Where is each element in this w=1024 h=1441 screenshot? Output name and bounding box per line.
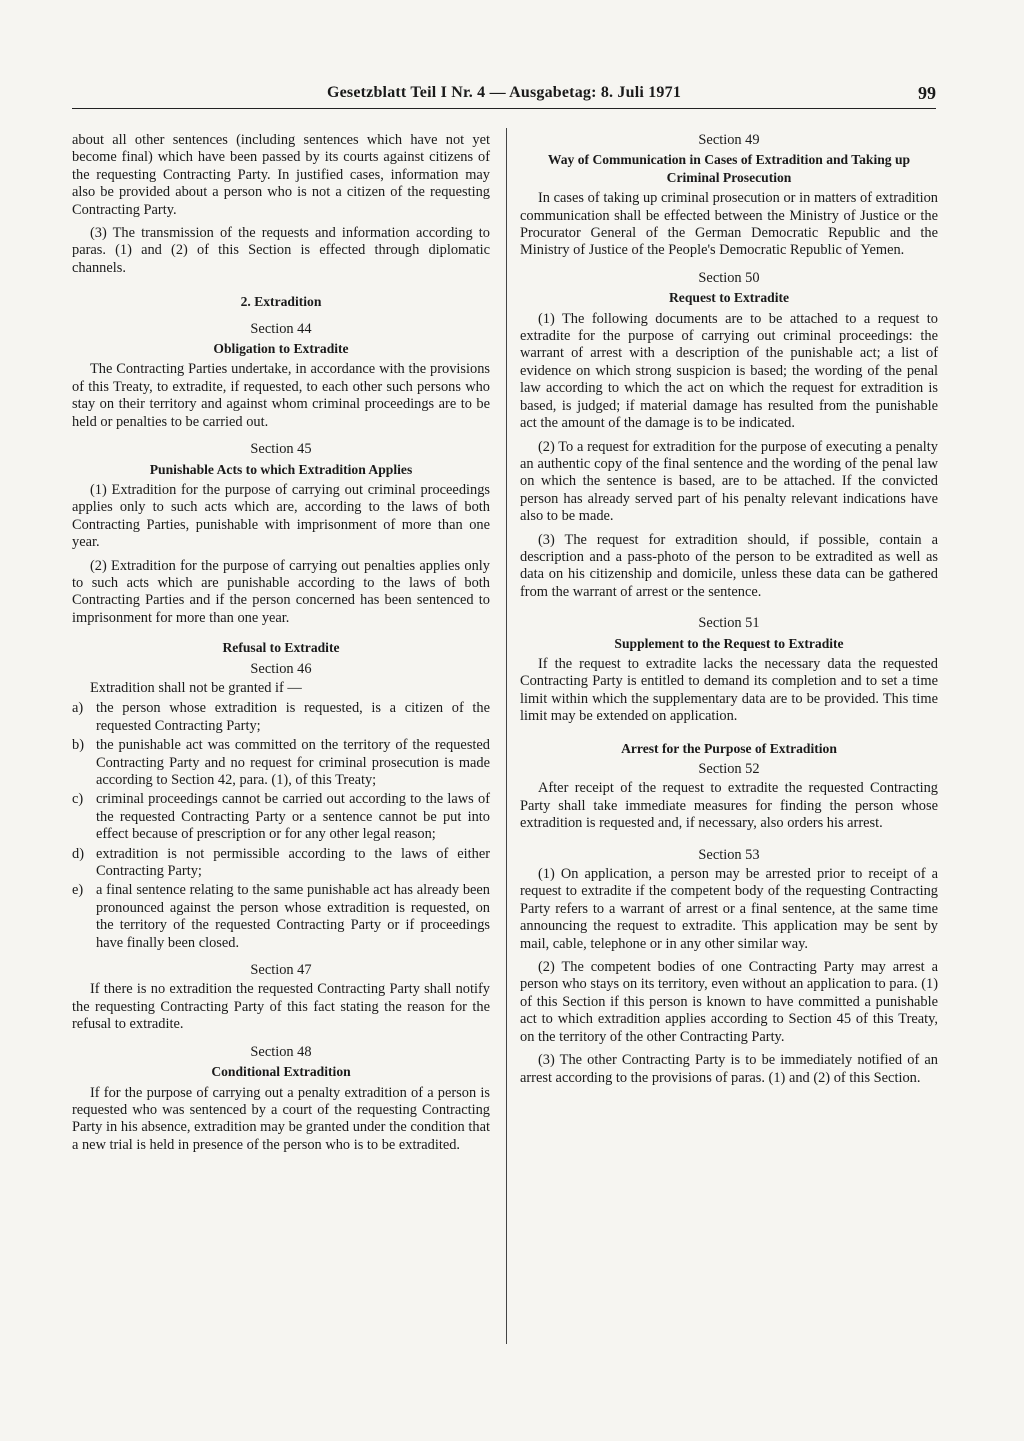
- paragraph-continuation: about all other sentences (including sentences which have not yet become final) which have been passed by its courts against citizens of the requesting Contracting Party. In justified cases, information may also be provided about a person who is not a citizen of the requesting Contracting Party.: [72, 132, 490, 218]
- column-divider: [506, 128, 507, 1344]
- list-label: a): [72, 700, 84, 717]
- section-number: Section 45: [250, 441, 312, 458]
- section-number: Section 51: [698, 615, 760, 632]
- paragraph: If there is no extradition the requested Contracting Party shall notify the requesting Contracting Party of this fact stating the reason for the refusal to extradite.: [72, 981, 490, 1033]
- right-column: [520, 132, 938, 1093]
- paragraph: (3) The other Contracting Party is to be immediately notified of an arrest according to the provisions of paras. (1) and (2) of this Section.: [520, 1052, 938, 1086]
- list-text: extradition is not permissible according to the laws of either Contracting Party;: [96, 845, 490, 880]
- list-label: e): [72, 882, 84, 899]
- section-number: Section 44: [250, 320, 312, 337]
- subheading: Arrest for the Purpose of Extradition: [621, 740, 837, 756]
- subheading: Refusal to Extradite: [222, 640, 340, 656]
- paragraph: (3) The transmission of the requests and information according to paras. (1) and (2) of this Section is effected through diplomatic channels.: [72, 225, 490, 276]
- list-item: [72, 700, 490, 735]
- section-number: Section 48: [250, 1043, 312, 1060]
- section-title: Supplement to the Request to Extradite: [614, 635, 844, 651]
- list-item: [72, 846, 490, 881]
- list-text: the person whose extradition is requested, is a citizen of the requested Contracting Party;: [96, 700, 490, 734]
- section-title: Request to Extradite: [668, 290, 790, 306]
- section-number: Section 52: [698, 761, 760, 777]
- paragraph: (2) To a request for extradition for the purpose of executing a penalty an authentic copy of the final sentence and the wording of the penal law on which the sentence is based, are to be attached. If the convicted person has already served part of his penalty relevant indications have also to be made.: [520, 438, 938, 525]
- list-text: criminal proceedings cannot be carried out according to the laws of the requested Contracting Party or a sentence cannot be put into effect because of prescription or for any other legal reason;: [96, 791, 490, 843]
- section-title: Conditional Extradition: [211, 1064, 351, 1080]
- paragraph: If for the purpose of carrying out a penalty extradition of a person is requested who was sentenced by a court of the requesting Contracting Party in his absence, extradition may be granted under the condition that a new trial is held in presence of the person who is to be extradited.: [72, 1084, 490, 1153]
- section-number: Section 49: [698, 132, 760, 148]
- section-number: Section 47: [250, 962, 312, 979]
- list-item: [72, 882, 490, 952]
- list-label: d): [72, 845, 84, 862]
- paragraph: (1) Extradition for the purpose of carrying out criminal proceedings applies only to such acts which are, according to the laws of both Contracting Parties, punishable with imprisonment of more than one year.: [72, 481, 490, 551]
- list-item: [72, 737, 490, 789]
- paragraph: (2) The competent bodies of one Contracting Party may arrest a person who stays on its territory, even without an application to para. (1) of this Section if this person is known to have committed a punishable act to which extradition applies according to Section 45 of this Treaty, on the territory of the other Contracting Party.: [520, 959, 938, 1045]
- section-number: Section 46: [250, 660, 312, 677]
- page-number: 99: [918, 83, 936, 103]
- paragraph: In cases of taking up criminal prosecution or in matters of extradition communication shall be effected between the Ministry of Justice or the Procurator General of the German Democratic Republic and the Ministry of Justice of the People's Democratic Republic of Yemen.: [520, 190, 938, 259]
- paragraph: (1) The following documents are to be attached to a request to extradite for the purpose of carrying out criminal proceedings: the warrant of arrest with a description of the punishable act; a list of evidence on which strong suspicion is based; the wording of the penal law according to which the act on which the request for extradition is based, is judged; if material damage has resulted from the punishable act the amount of the damage is to be indicated.: [520, 310, 938, 432]
- section-number: Section 53: [698, 846, 760, 863]
- list-label: c): [72, 791, 84, 808]
- page-header: [72, 84, 936, 109]
- list-text: a final sentence relating to the same punishable act has already been pronounced against the person whose extradition is requested, on the territory of the requested Contracting Party or if proceedings have finally been closed.: [96, 882, 490, 951]
- section-title: Obligation to Extradite: [213, 341, 349, 357]
- section-title: Way of Communication in Cases of Extradition and Taking up Criminal Prosecution: [547, 152, 911, 185]
- list-text: the punishable act was committed on the territory of the requested Contracting Party and no request for criminal prosecution is made according to Section 42, para. (1), of this Treaty;: [96, 737, 490, 788]
- paragraph: (1) On application, a person may be arrested prior to receipt of a request to extradite if the competent body of the requesting Contracting Party refers to a warrant of arrest or a final sentence, at the same time announcing the request to extradite. This application may be sent by mail, cable, telephone or in any other similar way.: [520, 866, 938, 952]
- section-title: Punishable Acts to which Extradition Applies: [149, 461, 413, 477]
- paragraph: The Contracting Parties undertake, in accordance with the provisions of this Treaty, to extradite, if requested, to each other such persons who stay on their territory and against whom criminal proceedings are to be held or penalties to be carried out.: [72, 361, 490, 430]
- left-column: [72, 132, 490, 1160]
- paragraph: After receipt of the request to extradite the requested Contracting Party shall take immediate measures for finding the person whose extradition is requested and, if necessary, also orders his arrest.: [520, 780, 938, 832]
- paragraph: If the request to extradite lacks the necessary data the requested Contracting Party is entitled to demand its completion and to set a time limit within which the supplementary data are to be provided. This time limit may be extended on application.: [520, 655, 938, 725]
- paragraph: (2) Extradition for the purpose of carrying out penalties applies only to such acts which are punishable according to the laws of both Contracting Parties and if the person concerned has been sentenced to imprisonment for more than one year.: [72, 557, 490, 626]
- section-number: Section 50: [698, 269, 760, 286]
- list-item: [72, 791, 490, 843]
- page-header-title: Gesetzblatt Teil I Nr. 4 — Ausgabetag: 8. Juli 1971: [326, 84, 682, 101]
- paragraph: (3) The request for extradition should, if possible, contain a description and a pass-photo of the person to be extradited as well as data on his citizenship and domicile, unless these data can be gathered from the warrant of arrest or the sentence.: [520, 531, 938, 600]
- part-heading: 2. Extradition: [240, 294, 322, 310]
- list-label: b): [72, 737, 84, 754]
- paragraph: Extradition shall not be granted if —: [90, 679, 302, 696]
